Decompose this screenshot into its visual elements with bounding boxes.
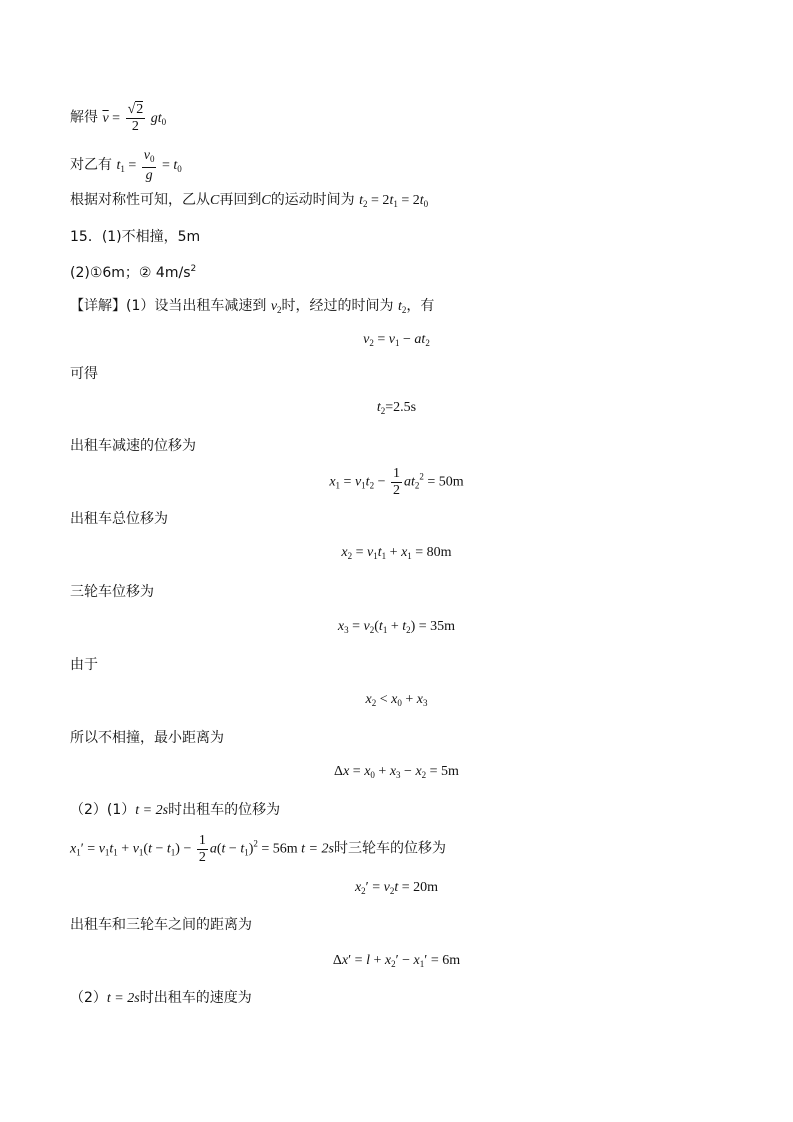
text-part-2-2 (70, 988, 252, 1009)
value: = 35m (415, 619, 456, 634)
inequality-x2: $x_2 < x_0 + x_3$ (365, 692, 428, 708)
line-text: （2） (70, 990, 107, 1006)
text-part-2-1 (70, 800, 280, 821)
value: = 56m (257, 841, 298, 857)
unit-exponent: 2 (190, 264, 197, 274)
line-text: 根据对称性可知，乙从 (70, 192, 210, 208)
line-text: 时，经过的时间为 (281, 298, 394, 314)
time-value: t = 2s (301, 841, 334, 857)
line-text: 时出租车的位移为 (168, 802, 281, 818)
equation-x2-prime: $x_2' = v_2t = 20m$ (354, 880, 439, 896)
line-text: ，有 (406, 298, 435, 314)
value: = 5m (426, 764, 459, 779)
text-tricycle-displacement: 三轮车位移为 (70, 584, 154, 600)
text-min-distance: 所以不相撞，最小距离为 (70, 730, 224, 746)
line-text: 对乙有 (70, 157, 112, 174)
line-text: 【详解】(1）设当出租车减速到 (70, 298, 267, 314)
time-value: t = 2s (106, 991, 140, 1006)
time-value: t = 2s (135, 803, 169, 818)
solution-line-1 (70, 102, 166, 135)
equation-x2: $x_2 = v_1t_1 + x_1 = 80m$ (341, 545, 452, 561)
solution-line-3 (70, 190, 428, 214)
formula-t1: $t_1$ = $\frac{v_0}{g}$ = $t_0$ (116, 148, 182, 183)
solution-line-2 (70, 148, 182, 184)
symbol-v2: $v_2$ (270, 299, 282, 315)
answer-15-part-1: 15．(1)不相撞，5m (70, 229, 201, 245)
value: =2.5s (385, 400, 417, 415)
detail-heading (70, 296, 434, 320)
line-text: 时出租车的速度为 (139, 990, 252, 1006)
text-taxi-total-displacement: 出租车总位移为 (70, 511, 168, 527)
line-text: 再回到 (219, 192, 262, 208)
equation-delta-x: $\Delta x = x_0 + x_3 - x_2 = 5m$ (334, 764, 459, 780)
equation-x1: $x_1 = v_1t_2$ − $\frac{1}{2}$ $at_2^2 = 50m$ (329, 466, 464, 498)
line-text: 解得 (70, 109, 98, 126)
equation-x1-prime: $x_1' = v_1t_1 + v_1(t - t_1)$ − $\frac{1}{2}$ $a(t - t_1)^2 = 56m$ t = 2s时三轮车的位移为 (70, 833, 446, 865)
line-text: （2）(1） (70, 802, 136, 818)
line-text: (2)①6m；② 4m/s (70, 265, 191, 281)
text-kede: 可得 (70, 366, 98, 382)
equation-x3: $x_3 = v_2(t_1 + t_2) = 35m$ (337, 619, 456, 635)
equation-delta-x-prime: $\Delta x' = l + x_2' - x_1' = 6m$ (332, 953, 461, 969)
equation-t2-value: $t_2=2.5s$ (376, 400, 417, 416)
value: = 80m (411, 545, 452, 560)
point-c: C (210, 193, 220, 208)
equation-v2: $v_2 = v_1 - at_2$ (363, 332, 430, 348)
text-taxi-decel-displacement: 出租车减速的位移为 (70, 438, 196, 454)
answer-15-part-2 (70, 259, 196, 283)
text-youyu: 由于 (70, 657, 98, 673)
line-text: 的运动时间为 (270, 192, 355, 208)
value: = 20m (398, 880, 439, 895)
symbol-t2: $t_2$ (398, 299, 407, 315)
text-distance-between: 出租车和三轮车之间的距离为 (70, 917, 252, 933)
formula-v-bar: $\overline{v}$ = $\frac{√2}{2}$ $gt_0$ (102, 102, 167, 134)
line-text: 时三轮车的位移为 (333, 840, 446, 857)
value: = 50m (423, 474, 464, 490)
point-c: C (261, 193, 271, 208)
value: = 6m (427, 953, 461, 968)
formula-t2: $t_2 = 2t_1 = 2t_0$ (359, 193, 429, 209)
